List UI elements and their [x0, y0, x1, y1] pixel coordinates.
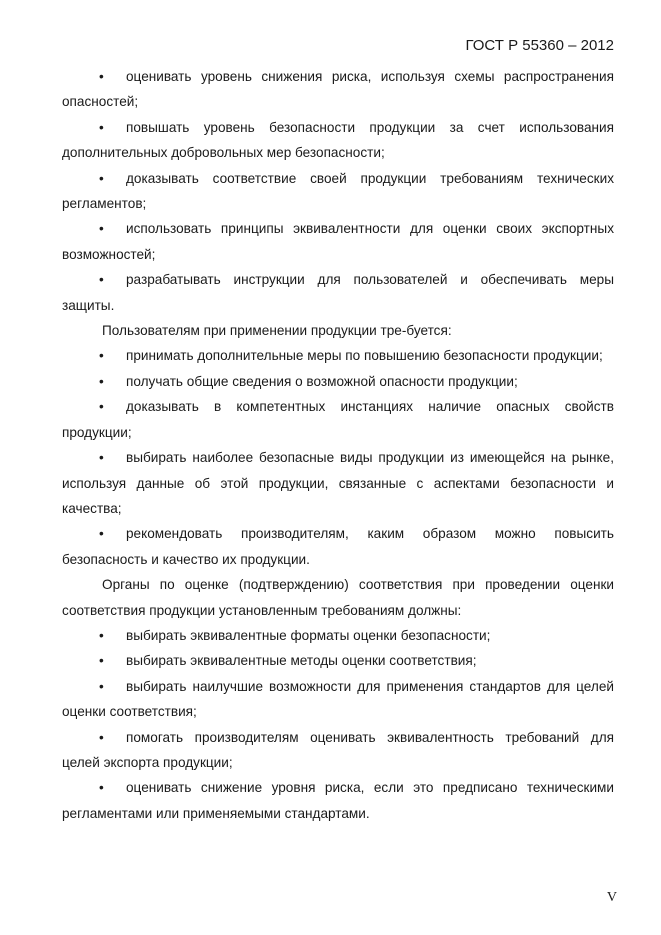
list-item: [62, 64, 614, 115]
bullet: •: [99, 373, 104, 389]
list-item-text: получать общие сведения о возможной опасности продукции;: [126, 373, 518, 389]
bullet: •: [99, 526, 104, 542]
list-item: [62, 115, 614, 166]
list-item-text: использовать принципы эквивалентности для оценки своих экспортных возможностей;: [62, 221, 614, 262]
list-item: [62, 369, 614, 394]
bullet: •: [99, 450, 104, 466]
list-item-text: доказывать в компетентных инстанциях наличие опасных свойств продукции;: [62, 399, 614, 440]
list-item: [62, 267, 614, 318]
list-item-text: разрабатывать инструкции для пользователей и обеспечивать меры защиты.: [62, 272, 614, 313]
bullet: •: [99, 780, 104, 796]
list-item-text: выбирать наилучшие возможности для применения стандартов для целей оценки соответствия;: [62, 678, 614, 720]
list-item: [62, 648, 614, 673]
list-item: [62, 674, 614, 725]
list-item-text: выбирать наиболее безопасные виды продукции из имеющейся на рынке, используя данные об этой продукции, связанные с аспектами безопасности и качества;: [62, 450, 614, 516]
bullet: •: [99, 170, 104, 186]
page-number: V: [606, 890, 617, 905]
bullet: •: [99, 69, 104, 84]
list-item: [62, 445, 614, 521]
list-item: [62, 343, 614, 368]
list-item: [62, 394, 614, 445]
list-item-text: принимать дополнительные меры по повышению безопасности продукции;: [126, 348, 603, 364]
bullet: •: [99, 678, 104, 694]
list-item: [62, 725, 614, 776]
paragraph-certification-bodies: Органы по оценке (подтверждению) соответствия при проведении оценки соответствия продукции установленным требованиям должны:: [62, 577, 614, 618]
list-item-text: оценивать снижение уровня риска, если это предписано техническими регламентами или применяемыми стандартами.: [62, 780, 614, 821]
standard-designation: ГОСТ Р 55360 – 2012: [465, 37, 614, 54]
list-item-text: рекомендовать производителям, каким образом можно повысить безопасность и качество их продукции.: [62, 526, 614, 567]
body-text: [62, 64, 614, 826]
list-item: [62, 521, 614, 572]
list-item: [62, 623, 614, 648]
list-item: [62, 166, 614, 217]
bullet: •: [99, 627, 104, 643]
list-item-text: оценивать уровень снижения риска, используя схемы распространения опасностей;: [62, 69, 614, 110]
list-item-text: помогать производителям оценивать эквивалентность требований для целей экспорта продукции;: [62, 729, 614, 770]
bullet: •: [99, 399, 104, 415]
list-item-text: доказывать соответствие своей продукции требованиям технических регламентов;: [62, 170, 614, 212]
list-item: [62, 775, 614, 826]
bullet: •: [99, 272, 104, 288]
bullet: •: [99, 729, 104, 745]
bullet: •: [99, 348, 104, 364]
list-item-text: выбирать эквивалентные форматы оценки безопасности;: [126, 627, 491, 643]
list-item-text: выбирать эквивалентные методы оценки соответствия;: [126, 653, 477, 669]
list-item-text: повышать уровень безопасности продукции за счет использования дополнительных добровольных мер безопасности;: [62, 119, 614, 161]
bullet: •: [99, 653, 104, 669]
bullet: •: [99, 119, 104, 135]
list-item: [62, 216, 614, 267]
bullet: •: [99, 221, 104, 237]
paragraph-users: Пользователям при применении продукции тре-буется:: [102, 323, 452, 339]
